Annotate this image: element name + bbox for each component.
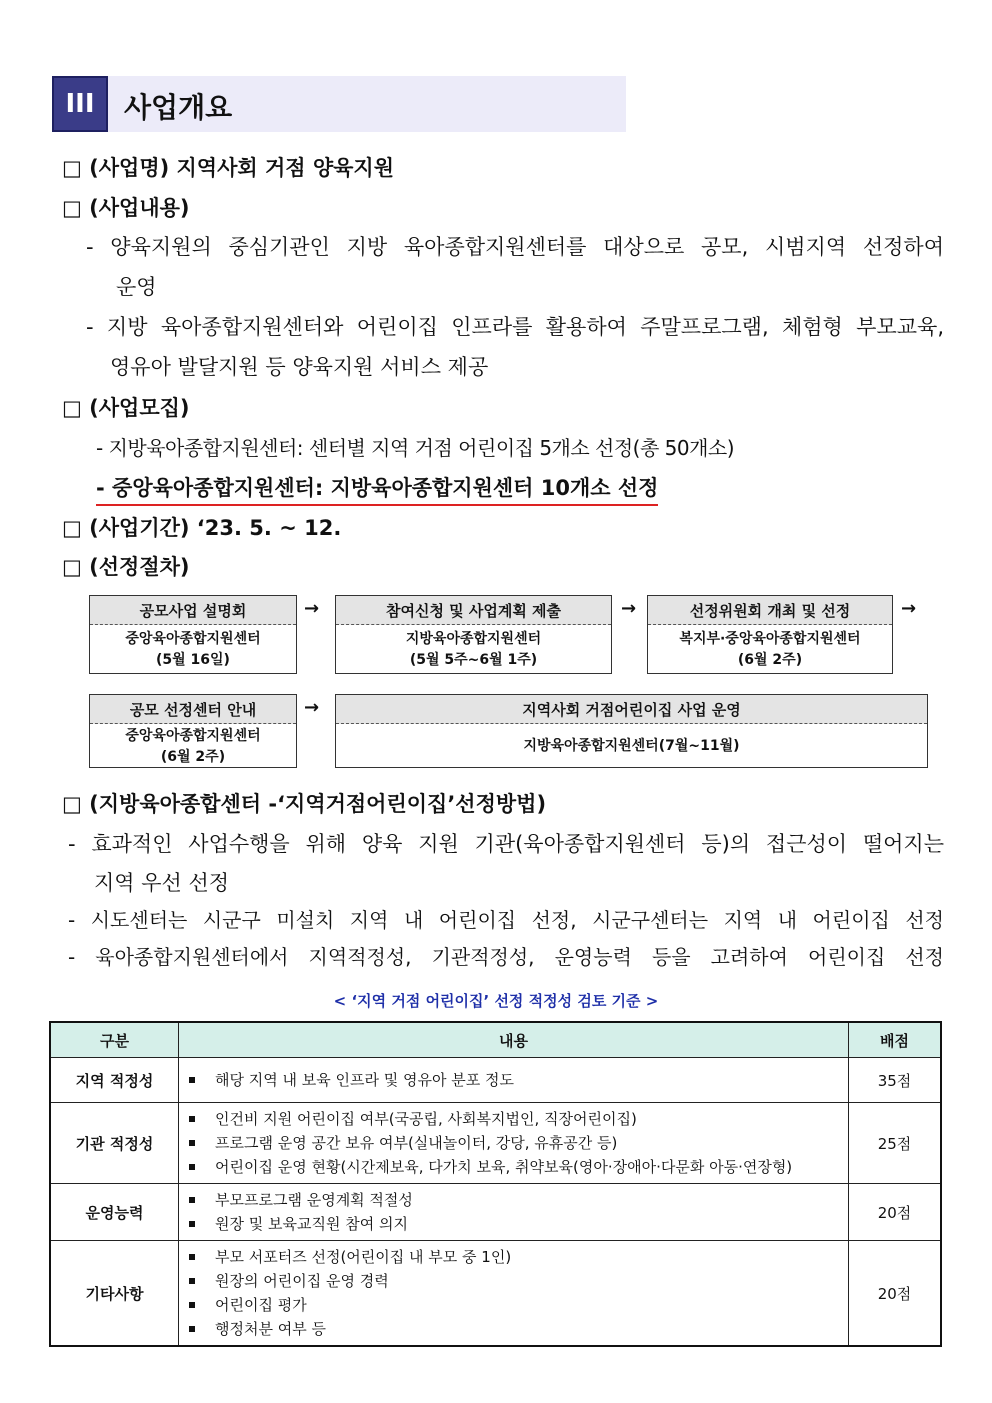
row-item: 원장 및 보육교직원 참여 의지 [189,1212,848,1236]
flow-step-date: (6월 2주) [737,652,803,668]
content-item-2-cont: 영유아 발달지원 등 양육지원 서비스 제공 [110,355,489,379]
method-item-1: - 효과적인 사업수행을 위해 양육 지원 기관(육아종합지원센터 등)의 접근성이 떨어지는 [68,832,944,856]
flow-arrow-icon: → [621,598,637,619]
row-item: 어린이집 운영 현황(시간제보육, 다가치 보육, 취약보육(영아·장애아·다문화 아동·연장형) [189,1155,848,1179]
flow-step-org: 중앙육아종합지원센터 [125,727,261,744]
method-item-3: - 육아종합지원센터에서 지역적정성, 기관적정성, 운영능력 등을 고려하여 어린이집 선정 [68,945,944,969]
row-content [179,1103,849,1184]
row-score: 20점 [849,1184,942,1241]
flow-arrow-icon: → [901,598,917,619]
flow-step-org: 지방육아종합지원센터 [405,631,542,647]
table-row [50,1058,941,1103]
content-heading: □ (사업내용) [62,196,190,220]
row-item: 인건비 지원 어린이집 여부(국공립, 사회복지법인, 직장어린이집) [189,1107,848,1131]
recruit-item-2: - 중앙육아종합지원센터: 지방육아종합지원센터 10개소 선정 [96,472,658,506]
row-category: 운영능력 [50,1184,179,1241]
business-period: □ (사업기간) ‘23. 5. ~ 12. [62,516,342,540]
row-category: 지역 적정성 [50,1058,179,1103]
flow-step-org: 지방육아종합지원센터(7월~11월) [523,738,740,754]
table-header-row [50,1022,941,1058]
header-category: 구분 [50,1022,179,1058]
business-name: □ (사업명) 지역사회 거점 양육지원 [62,156,394,180]
row-item: 해당 지역 내 보육 인프라 및 영유아 분포 정도 [189,1068,848,1092]
flow-step-title: 공모사업 설명회 [90,596,296,625]
recruit-item-1: - 지방육아종합지원센터: 센터별 지역 거점 어린이집 5개소 선정(총 50개소) [96,436,735,460]
flow-step-notice [89,694,297,768]
row-content [179,1058,849,1103]
flow-step-title: 공모 선정센터 안내 [90,695,296,724]
table-row [50,1184,941,1241]
recruit-heading: □ (사업모집) [62,396,190,420]
section-number: III [52,76,108,132]
flow-arrow-icon: → [304,697,320,718]
flow-step-org: 복지부·중앙육아종합지원센터 [679,631,861,647]
procedure-heading: □ (선정절차) [62,555,190,579]
table-row [50,1103,941,1184]
flow-step-date: (5월 16일) [156,652,230,668]
table-caption: < ‘지역 거점 어린이집’ 선정 적정성 검토 기준 > [333,992,659,1010]
row-item: 프로그램 운영 공간 보유 여부(실내놀이터, 강당, 유휴공간 등) [189,1131,848,1155]
row-item: 부모프로그램 운영계획 적절성 [189,1188,848,1212]
row-item: 행정처분 여부 등 [189,1317,848,1341]
flow-arrow-icon: → [304,598,320,619]
row-category: 기타사항 [50,1241,179,1347]
method-item-1-cont: 지역 우선 선정 [94,871,230,895]
row-score: 25점 [849,1103,942,1184]
row-content [179,1241,849,1347]
flow-step-title: 참여신청 및 사업계획 제출 [336,596,611,625]
flow-step-date: (5월 5주~6월 1주) [409,652,538,668]
criteria-table [49,1021,942,1347]
header-score: 배점 [849,1022,942,1058]
method-heading: □ (지방육아종합센터 -‘지역거점어린이집’선정방법) [62,792,547,816]
row-score: 20점 [849,1241,942,1347]
content-item-1-cont: 운영 [116,275,157,299]
flow-step-selection [647,595,893,674]
flow-step-title: 지역사회 거점어린이집 사업 운영 [336,695,927,724]
row-item: 어린이집 평가 [189,1293,848,1317]
flow-step-title: 선정위원회 개최 및 선정 [648,596,892,625]
row-item: 부모 서포터즈 선정(어린이집 내 부모 중 1인) [189,1245,848,1269]
content-item-1: - 양육지원의 중심기관인 지방 육아종합지원센터를 대상으로 공모, 시범지역 선정하여 [86,235,944,259]
flow-step-application [335,595,612,674]
row-category: 기관 적정성 [50,1103,179,1184]
row-content [179,1184,849,1241]
content-item-2: - 지방 육아종합지원센터와 어린이집 인프라를 활용하여 주말프로그램, 체험형 부모교육, [86,315,944,339]
section-title: 사업개요 [124,91,233,124]
table-row [50,1241,941,1347]
flow-step-briefing [89,595,297,674]
flow-step-date: (6월 2주) [160,748,226,765]
flow-step-operation [335,694,928,768]
row-item: 원장의 어린이집 운영 경력 [189,1269,848,1293]
header-content: 내용 [179,1022,849,1058]
row-score: 35점 [849,1058,942,1103]
method-item-2: - 시도센터는 시군구 미설치 지역 내 어린이집 선정, 시군구센터는 지역 내 어린이집 선정 [68,908,944,932]
flow-step-org: 중앙육아종합지원센터 [125,631,261,647]
